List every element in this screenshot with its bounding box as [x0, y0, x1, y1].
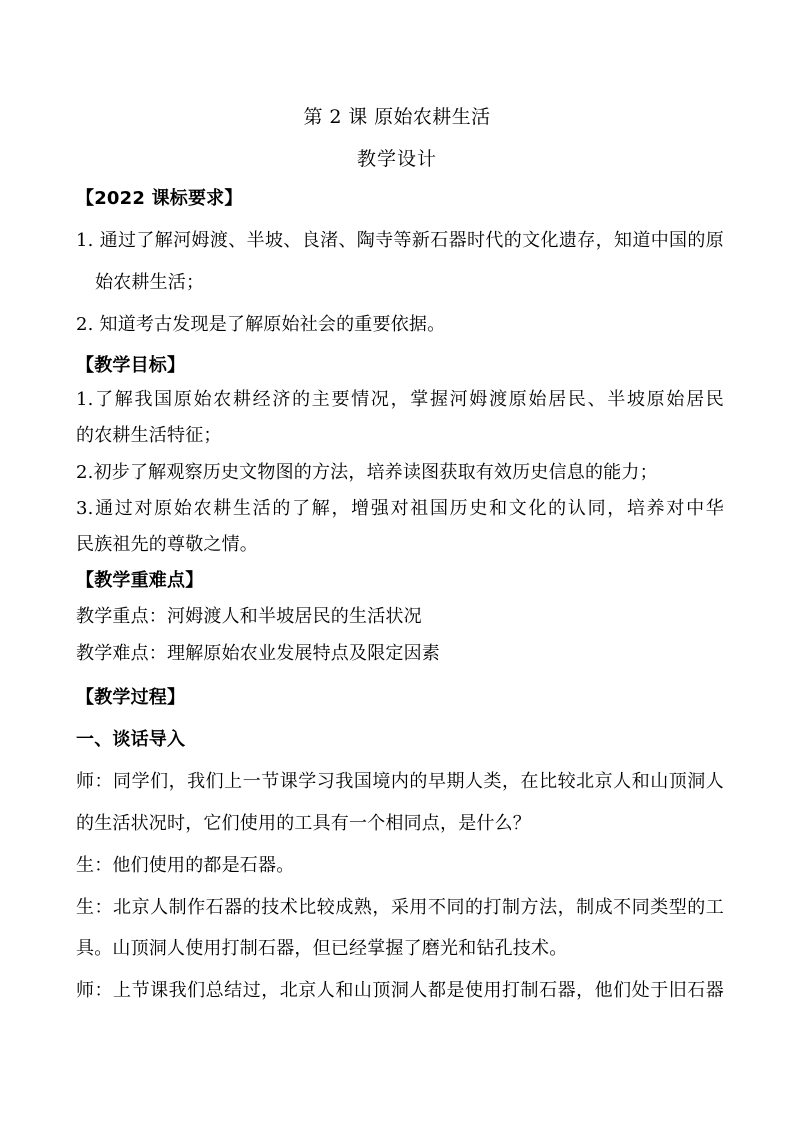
section-heading-objectives: 【教学目标】	[76, 355, 186, 376]
subsection-heading-intro: 一、谈话导入	[76, 729, 186, 750]
objective-2: 2.初步了解观察历史文物图的方法，培养读图获取有效历史信息的能力；	[76, 462, 658, 483]
dialog-3-line-2: 具。山顶洞人使用打制石器，但已经掌握了磨光和钻孔技术。	[76, 938, 568, 959]
section-heading-process: 【教学过程】	[76, 687, 186, 708]
document-title: 第 2 课 原始农耕生活	[303, 106, 491, 128]
dialog-1-line-1: 师：同学们，我们上一节课学习我国境内的早期人类，在比较北京人和山顶洞人	[76, 771, 724, 792]
section-heading-keypoints: 【教学重难点】	[76, 570, 204, 591]
objective-3-line-2: 民族祖先的尊敬之情。	[76, 534, 258, 555]
keypoint-focus: 教学重点：河姆渡人和半坡居民的生活状况	[76, 606, 422, 627]
objective-1-line-2: 的农耕生活特征；	[76, 425, 222, 446]
document-subtitle: 教学设计	[356, 148, 437, 170]
keypoint-difficulty: 教学难点：理解原始农业发展特点及限定因素	[76, 643, 440, 664]
curriculum-item-1-line-1: 1. 通过了解河姆渡、半坡、良渚、陶寺等新石器时代的文化遗存，知道中国的原	[76, 230, 724, 251]
section-heading-curriculum: 【2022 课标要求】	[76, 188, 243, 209]
curriculum-item-2: 2. 知道考古发现是了解原始社会的重要依据。	[76, 314, 446, 335]
objective-1-line-1: 1.了解我国原始农耕经济的主要情况，掌握河姆渡原始居民、半坡原始居民	[76, 389, 724, 410]
dialog-3-line-1: 生：北京人制作石器的技术比较成熟，采用不同的打制方法，制成不同类型的工	[76, 897, 724, 918]
objective-3-line-1: 3.通过对原始农耕生活的了解，增强对祖国历史和文化的认同，培养对中华	[76, 498, 724, 519]
curriculum-item-1-line-2: 始农耕生活；	[95, 272, 205, 293]
dialog-4-line-1: 师：上节课我们总结过，北京人和山顶洞人都是使用打制石器，他们处于旧石器	[76, 980, 724, 1001]
dialog-2: 生：他们使用的都是石器。	[76, 855, 295, 876]
dialog-1-line-2: 的生活状况时，它们使用的工具有一个相同点，是什么？	[76, 813, 531, 834]
